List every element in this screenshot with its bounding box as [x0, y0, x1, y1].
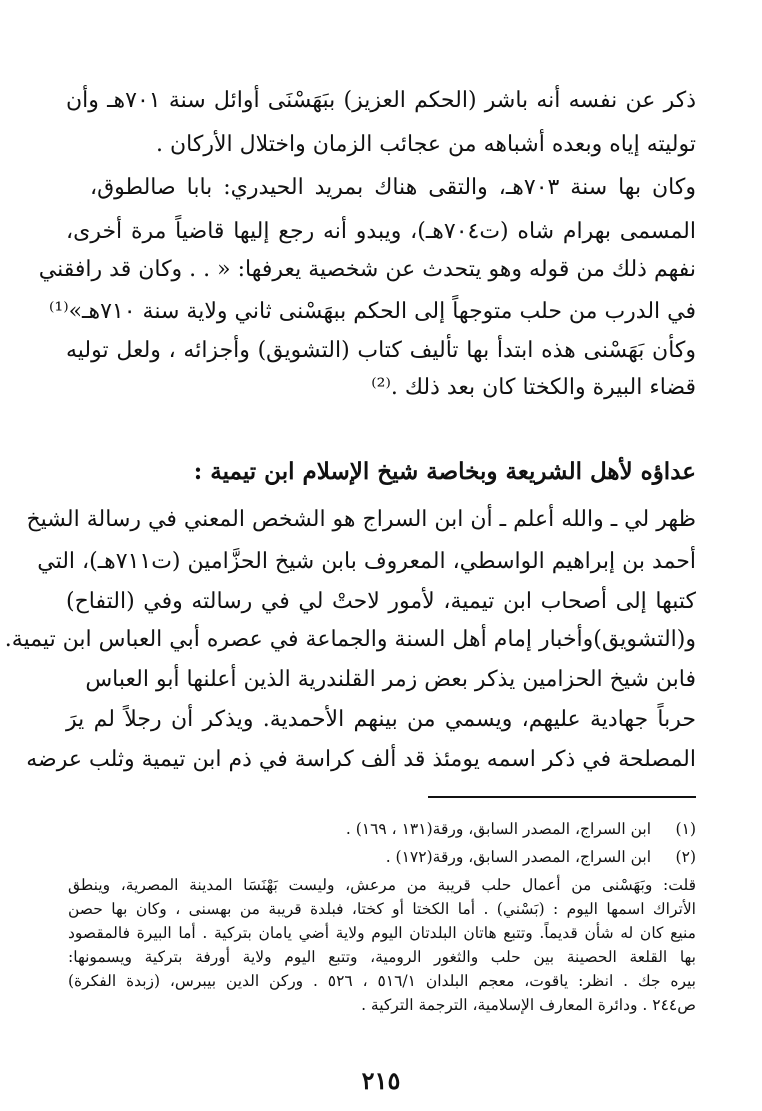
footnote-note-line: ص٢٤٤ . ودائرة المعارف الإسلامية، الترجمة التركية . — [361, 996, 696, 1014]
footnote-note-line: الأتراك اسمها اليوم : (بَسْني) . أما الكختا أو كختا، فبلدة قريبة من بهسنى ، وكان بها حصن — [68, 900, 696, 918]
body-line: قضاء البيرة والكختا كان بعد ذلك .⁽²⁾ — [371, 375, 696, 400]
footnote-2 — [66, 845, 696, 869]
footnote-note-line: بيره جك . انظر: ياقوت، معجم البلدان ٥١٦/١ ، ٥٢٦ . وركن الدين بيبرس، (زبدة الفكرة) — [68, 972, 696, 990]
body-line: وكان بها سنة ٧٠٣هـ، والتقى هناك بمريد الحيدري: بابا صالطوق، — [90, 175, 696, 200]
body-line: المسمى بهرام شاه (ت٧٠٤هـ)، ويبدو أنه رجع إليها قاضياً مرة أخرى، — [66, 219, 696, 244]
footnote-text: ابن السراج، المصدر السابق، ورقة(١٣١ ، ١٦٩) . — [345, 820, 652, 838]
footnote-text: ابن السراج، المصدر السابق، ورقة(١٧٢) . — [385, 848, 652, 866]
body-line: فابن شيخ الحزامين يذكر بعض زمر القلندرية الذين أعلنها أبو العباس — [85, 667, 696, 692]
body-line: كتبها إلى أصحاب ابن تيمية، لأمور لاحتْ لي في رسالته وفي (التفاح) — [66, 589, 696, 614]
body-line: وكأن بَهَسْنى هذه ابتدأ بها تأليف كتاب (التشويق) وأجزائه ، ولعل توليه — [66, 338, 696, 363]
body-line: ظهر لي ـ والله أعلم ـ أن ابن السراج هو الشخص المعني في رسالة الشيخ — [26, 507, 696, 532]
footnote-note-line: بها القلعة الحصينة بين حلب والثغور الرومية، وتتبع اليوم ولاية أورفة بتركية ويسمونها: — [68, 948, 696, 966]
body-line: توليته إياه وبعده أشباهه من عجائب الزمان واختلال الأركان . — [156, 132, 696, 157]
body-line: ذكر عن نفسه أنه باشر (الحكم العزيز) ببَهَسْنَى أوائل سنة ٧٠١هـ وأن — [66, 88, 697, 113]
body-line: حرباً جهادية عليهم، ويسمي من بينهم الأحمدية. ويذكر أن رجلاً لم يرَ — [66, 707, 696, 732]
body-line: و(التشويق)وأخبار إمام أهل السنة والجماعة في عصره أبي العباس ابن تيمية. — [4, 627, 696, 652]
footnote-number: (١) — [675, 820, 696, 838]
page-number: ٢١٥ — [361, 1066, 401, 1095]
body-line: في الدرب من حلب متوجهاً إلى الحكم ببهَسْنى ثاني ولاية سنة ٧١٠هـ»⁽¹⁾ — [48, 299, 696, 324]
footnote-note-line: قلت: وبَهَسْنى من أعمال حلب قريبة من مرعش، وليست بَهْنَسَا المدينة المصرية، وينطق — [68, 876, 696, 894]
footnote-number: (٢) — [675, 848, 696, 866]
footnote-note-line: منيع كان له شأن قديماً. وتتبع هاتان البلدتان اليوم ولاية أضي يامان بتركية . أما البيرة فالمقصود — [68, 924, 696, 942]
footnote-separator — [428, 796, 696, 798]
section-heading: عداؤه لأهل الشريعة وبخاصة شيخ الإسلام ابن تيمية : — [193, 458, 696, 485]
body-line: المصلحة في ذكر اسمه يومئذ قد ألف كراسة في ذم ابن تيمية وثلب عرضه — [26, 747, 696, 772]
footnote-1 — [66, 817, 696, 841]
body-line: أحمد بن إبراهيم الواسطي، المعروف بابن شيخ الحزَّامين (ت٧١١هـ)، التي — [37, 549, 696, 574]
body-line: نفهم ذلك من قوله وهو يتحدث عن شخصية يعرفها: « . . وكان قد رافقني — [38, 257, 696, 282]
